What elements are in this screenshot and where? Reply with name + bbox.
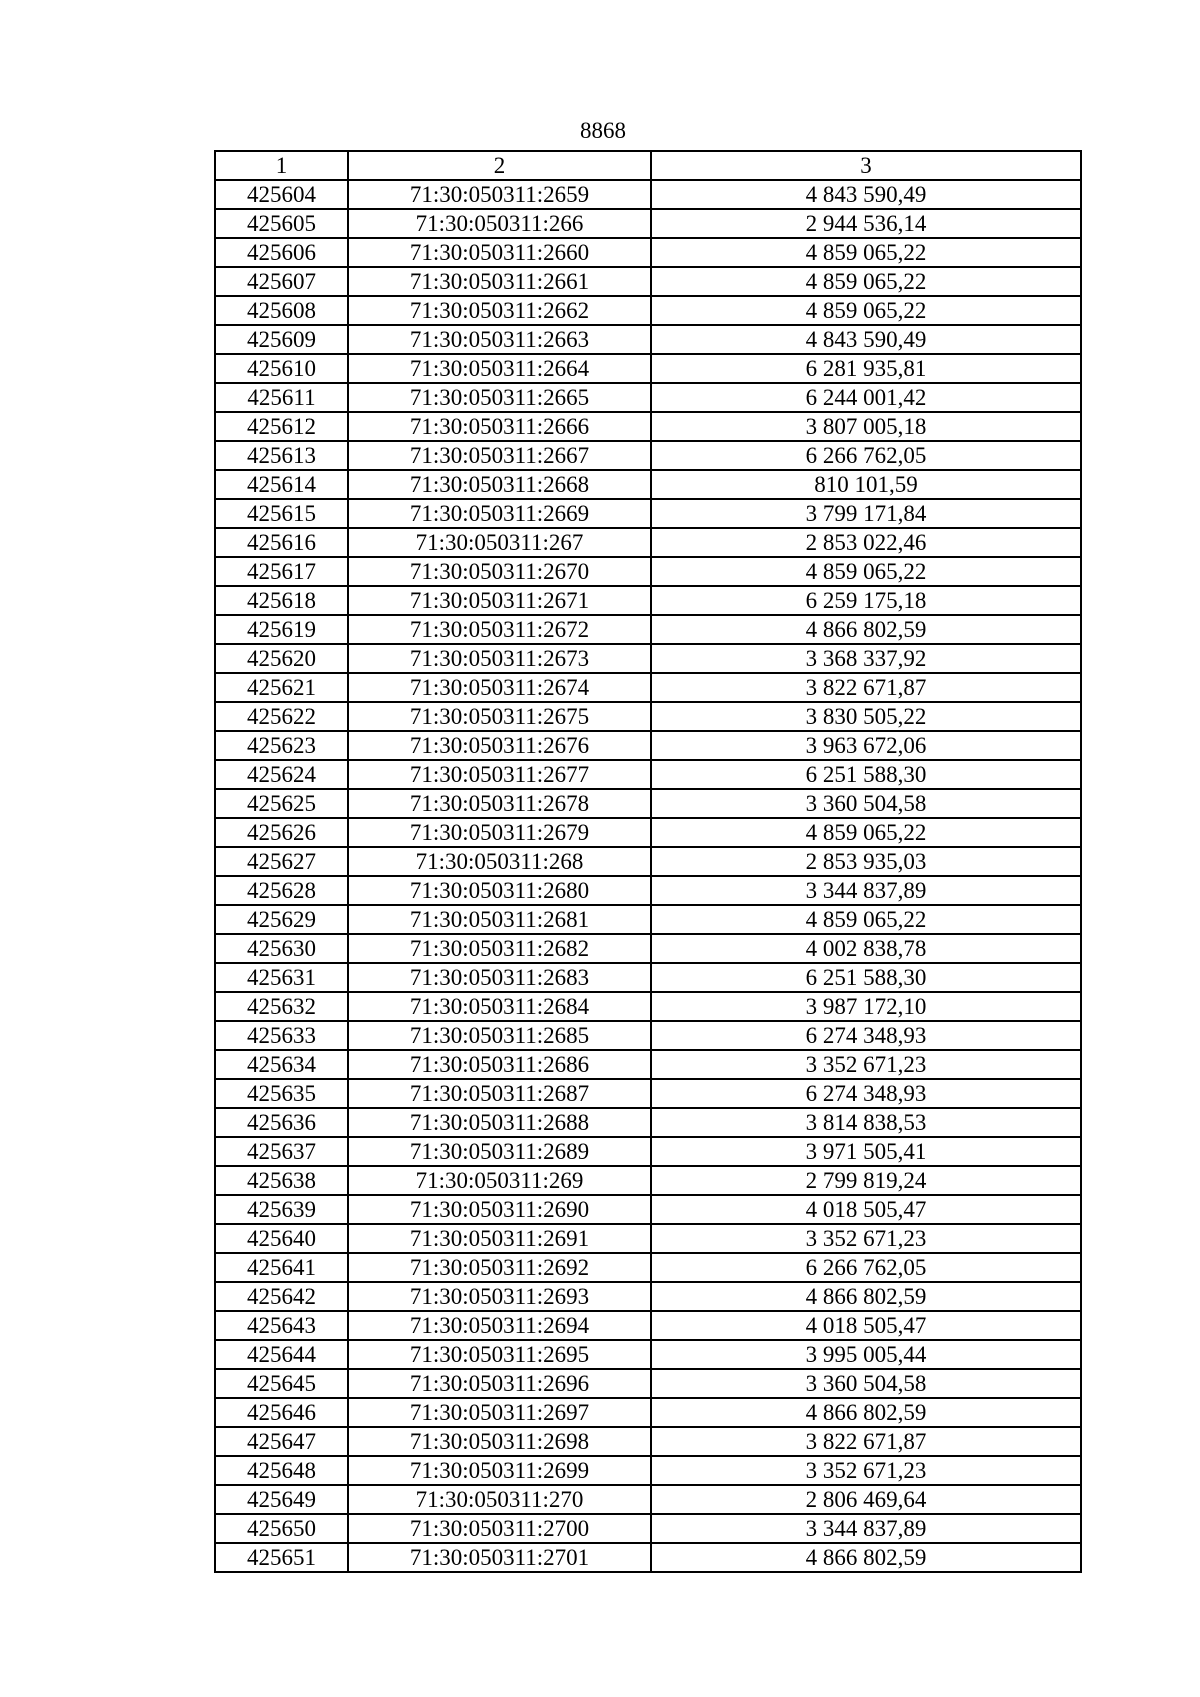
cell-row-number: 425624 bbox=[215, 760, 348, 789]
cell-row-number: 425613 bbox=[215, 441, 348, 470]
cell-cadastral-number: 71:30:050311:2689 bbox=[348, 1137, 651, 1166]
cell-cadastral-value: 3 963 672,06 bbox=[651, 731, 1081, 760]
cell-cadastral-number: 71:30:050311:2661 bbox=[348, 267, 651, 296]
cell-row-number: 425620 bbox=[215, 644, 348, 673]
cell-cadastral-value: 2 853 935,03 bbox=[651, 847, 1081, 876]
cell-cadastral-number: 71:30:050311:2688 bbox=[348, 1108, 651, 1137]
cell-row-number: 425611 bbox=[215, 383, 348, 412]
table-row bbox=[215, 1282, 1081, 1311]
cell-cadastral-number: 71:30:050311:2669 bbox=[348, 499, 651, 528]
header-cell-2: 2 bbox=[348, 151, 651, 180]
table-row bbox=[215, 586, 1081, 615]
cell-cadastral-number: 71:30:050311:2683 bbox=[348, 963, 651, 992]
cell-cadastral-number: 71:30:050311:2694 bbox=[348, 1311, 651, 1340]
cell-cadastral-number: 71:30:050311:267 bbox=[348, 528, 651, 557]
cell-row-number: 425628 bbox=[215, 876, 348, 905]
cell-row-number: 425616 bbox=[215, 528, 348, 557]
cell-cadastral-number: 71:30:050311:2679 bbox=[348, 818, 651, 847]
cell-row-number: 425645 bbox=[215, 1369, 348, 1398]
cell-cadastral-value: 3 814 838,53 bbox=[651, 1108, 1081, 1137]
header-row bbox=[215, 151, 1081, 180]
table-row bbox=[215, 615, 1081, 644]
table-row bbox=[215, 963, 1081, 992]
cell-cadastral-number: 71:30:050311:2699 bbox=[348, 1456, 651, 1485]
cell-cadastral-value: 3 344 837,89 bbox=[651, 1514, 1081, 1543]
table-row bbox=[215, 1050, 1081, 1079]
table-row bbox=[215, 818, 1081, 847]
cell-cadastral-number: 71:30:050311:269 bbox=[348, 1166, 651, 1195]
table-row bbox=[215, 441, 1081, 470]
cell-cadastral-value: 4 843 590,49 bbox=[651, 180, 1081, 209]
cell-cadastral-value: 3 352 671,23 bbox=[651, 1050, 1081, 1079]
cell-cadastral-number: 71:30:050311:2684 bbox=[348, 992, 651, 1021]
cell-cadastral-value: 6 266 762,05 bbox=[651, 441, 1081, 470]
cell-cadastral-number: 71:30:050311:2666 bbox=[348, 412, 651, 441]
cell-row-number: 425649 bbox=[215, 1485, 348, 1514]
cell-row-number: 425642 bbox=[215, 1282, 348, 1311]
cell-row-number: 425630 bbox=[215, 934, 348, 963]
cell-row-number: 425636 bbox=[215, 1108, 348, 1137]
cell-cadastral-number: 71:30:050311:2674 bbox=[348, 673, 651, 702]
cell-cadastral-number: 71:30:050311:2691 bbox=[348, 1224, 651, 1253]
cell-cadastral-value: 3 822 671,87 bbox=[651, 1427, 1081, 1456]
cell-row-number: 425626 bbox=[215, 818, 348, 847]
cell-cadastral-number: 71:30:050311:2671 bbox=[348, 586, 651, 615]
cell-cadastral-value: 3 995 005,44 bbox=[651, 1340, 1081, 1369]
cell-cadastral-number: 71:30:050311:2701 bbox=[348, 1543, 651, 1572]
cell-row-number: 425615 bbox=[215, 499, 348, 528]
cell-cadastral-value: 4 843 590,49 bbox=[651, 325, 1081, 354]
cell-cadastral-value: 3 360 504,58 bbox=[651, 1369, 1081, 1398]
table-row bbox=[215, 702, 1081, 731]
cell-row-number: 425631 bbox=[215, 963, 348, 992]
cell-cadastral-value: 4 018 505,47 bbox=[651, 1311, 1081, 1340]
table-row bbox=[215, 412, 1081, 441]
table-row bbox=[215, 934, 1081, 963]
cell-cadastral-value: 4 859 065,22 bbox=[651, 267, 1081, 296]
cell-cadastral-value: 6 244 001,42 bbox=[651, 383, 1081, 412]
table-row bbox=[215, 673, 1081, 702]
cell-cadastral-value: 4 866 802,59 bbox=[651, 1282, 1081, 1311]
page-number: 8868 bbox=[580, 118, 626, 143]
cell-row-number: 425647 bbox=[215, 1427, 348, 1456]
table-row bbox=[215, 1224, 1081, 1253]
data-table bbox=[214, 150, 1082, 1573]
cell-cadastral-number: 71:30:050311:2692 bbox=[348, 1253, 651, 1282]
cell-cadastral-number: 71:30:050311:2696 bbox=[348, 1369, 651, 1398]
cell-cadastral-value: 6 251 588,30 bbox=[651, 963, 1081, 992]
cell-cadastral-value: 2 806 469,64 bbox=[651, 1485, 1081, 1514]
cell-cadastral-number: 71:30:050311:2663 bbox=[348, 325, 651, 354]
cell-cadastral-number: 71:30:050311:2670 bbox=[348, 557, 651, 586]
table-row bbox=[215, 644, 1081, 673]
cell-row-number: 425618 bbox=[215, 586, 348, 615]
cell-cadastral-number: 71:30:050311:2700 bbox=[348, 1514, 651, 1543]
cell-cadastral-value: 4 859 065,22 bbox=[651, 238, 1081, 267]
cell-row-number: 425651 bbox=[215, 1543, 348, 1572]
cell-row-number: 425644 bbox=[215, 1340, 348, 1369]
cell-row-number: 425634 bbox=[215, 1050, 348, 1079]
cell-cadastral-value: 6 259 175,18 bbox=[651, 586, 1081, 615]
cell-row-number: 425639 bbox=[215, 1195, 348, 1224]
table-row bbox=[215, 1137, 1081, 1166]
header-cell-1: 1 bbox=[215, 151, 348, 180]
table-row bbox=[215, 1427, 1081, 1456]
cell-cadastral-number: 71:30:050311:2697 bbox=[348, 1398, 651, 1427]
cell-row-number: 425622 bbox=[215, 702, 348, 731]
cell-cadastral-number: 71:30:050311:2668 bbox=[348, 470, 651, 499]
cell-row-number: 425619 bbox=[215, 615, 348, 644]
table-row bbox=[215, 1166, 1081, 1195]
cell-cadastral-value: 810 101,59 bbox=[651, 470, 1081, 499]
cell-cadastral-value: 4 018 505,47 bbox=[651, 1195, 1081, 1224]
cell-cadastral-value: 3 352 671,23 bbox=[651, 1456, 1081, 1485]
table-header bbox=[215, 151, 1081, 180]
table-row bbox=[215, 1108, 1081, 1137]
cell-cadastral-value: 3 830 505,22 bbox=[651, 702, 1081, 731]
cell-cadastral-number: 71:30:050311:2664 bbox=[348, 354, 651, 383]
cell-cadastral-number: 71:30:050311:2672 bbox=[348, 615, 651, 644]
cell-cadastral-value: 2 944 536,14 bbox=[651, 209, 1081, 238]
cell-row-number: 425638 bbox=[215, 1166, 348, 1195]
cell-cadastral-number: 71:30:050311:2682 bbox=[348, 934, 651, 963]
cell-row-number: 425614 bbox=[215, 470, 348, 499]
table-row bbox=[215, 1340, 1081, 1369]
cell-cadastral-number: 71:30:050311:2665 bbox=[348, 383, 651, 412]
table-row bbox=[215, 760, 1081, 789]
table-row bbox=[215, 470, 1081, 499]
cell-row-number: 425640 bbox=[215, 1224, 348, 1253]
cell-row-number: 425627 bbox=[215, 847, 348, 876]
table-row bbox=[215, 1195, 1081, 1224]
cell-cadastral-number: 71:30:050311:2685 bbox=[348, 1021, 651, 1050]
cell-cadastral-value: 2 799 819,24 bbox=[651, 1166, 1081, 1195]
cell-cadastral-number: 71:30:050311:2659 bbox=[348, 180, 651, 209]
table-row bbox=[215, 1485, 1081, 1514]
cell-row-number: 425629 bbox=[215, 905, 348, 934]
cell-row-number: 425635 bbox=[215, 1079, 348, 1108]
table-row bbox=[215, 267, 1081, 296]
cell-cadastral-value: 6 274 348,93 bbox=[651, 1079, 1081, 1108]
table-row bbox=[215, 1021, 1081, 1050]
table-row bbox=[215, 1253, 1081, 1282]
cell-cadastral-value: 3 352 671,23 bbox=[651, 1224, 1081, 1253]
cell-row-number: 425632 bbox=[215, 992, 348, 1021]
table-row bbox=[215, 325, 1081, 354]
table-body bbox=[215, 180, 1081, 1572]
cell-cadastral-number: 71:30:050311:2686 bbox=[348, 1050, 651, 1079]
table-row bbox=[215, 731, 1081, 760]
cell-cadastral-number: 71:30:050311:2660 bbox=[348, 238, 651, 267]
table-row bbox=[215, 905, 1081, 934]
cell-row-number: 425609 bbox=[215, 325, 348, 354]
cell-cadastral-value: 6 281 935,81 bbox=[651, 354, 1081, 383]
table-row bbox=[215, 528, 1081, 557]
table-row bbox=[215, 1543, 1081, 1572]
cell-cadastral-value: 6 266 762,05 bbox=[651, 1253, 1081, 1282]
cell-row-number: 425610 bbox=[215, 354, 348, 383]
table-row bbox=[215, 1079, 1081, 1108]
cell-cadastral-value: 3 344 837,89 bbox=[651, 876, 1081, 905]
cell-cadastral-value: 4 866 802,59 bbox=[651, 1543, 1081, 1572]
table-row bbox=[215, 847, 1081, 876]
table-row bbox=[215, 354, 1081, 383]
cell-cadastral-number: 71:30:050311:268 bbox=[348, 847, 651, 876]
header-cell-3: 3 bbox=[651, 151, 1081, 180]
cell-cadastral-number: 71:30:050311:2681 bbox=[348, 905, 651, 934]
table-row bbox=[215, 876, 1081, 905]
cell-cadastral-number: 71:30:050311:266 bbox=[348, 209, 651, 238]
table-row bbox=[215, 992, 1081, 1021]
cell-cadastral-number: 71:30:050311:2687 bbox=[348, 1079, 651, 1108]
cell-cadastral-value: 2 853 022,46 bbox=[651, 528, 1081, 557]
cell-cadastral-number: 71:30:050311:2690 bbox=[348, 1195, 651, 1224]
cell-cadastral-value: 3 799 171,84 bbox=[651, 499, 1081, 528]
cell-cadastral-number: 71:30:050311:2698 bbox=[348, 1427, 651, 1456]
cell-row-number: 425633 bbox=[215, 1021, 348, 1050]
cell-cadastral-number: 71:30:050311:2667 bbox=[348, 441, 651, 470]
cell-row-number: 425623 bbox=[215, 731, 348, 760]
table-row bbox=[215, 1369, 1081, 1398]
cell-cadastral-value: 6 274 348,93 bbox=[651, 1021, 1081, 1050]
cell-row-number: 425621 bbox=[215, 673, 348, 702]
table-row bbox=[215, 383, 1081, 412]
cell-row-number: 425625 bbox=[215, 789, 348, 818]
table-row bbox=[215, 180, 1081, 209]
table-row bbox=[215, 238, 1081, 267]
cell-row-number: 425605 bbox=[215, 209, 348, 238]
cell-row-number: 425607 bbox=[215, 267, 348, 296]
cell-row-number: 425606 bbox=[215, 238, 348, 267]
cell-cadastral-value: 3 822 671,87 bbox=[651, 673, 1081, 702]
cell-cadastral-number: 71:30:050311:2677 bbox=[348, 760, 651, 789]
cell-cadastral-number: 71:30:050311:2675 bbox=[348, 702, 651, 731]
cell-row-number: 425604 bbox=[215, 180, 348, 209]
cell-cadastral-number: 71:30:050311:2673 bbox=[348, 644, 651, 673]
cell-row-number: 425612 bbox=[215, 412, 348, 441]
table-row bbox=[215, 499, 1081, 528]
cell-row-number: 425646 bbox=[215, 1398, 348, 1427]
cell-cadastral-value: 4 859 065,22 bbox=[651, 905, 1081, 934]
table-row bbox=[215, 296, 1081, 325]
cell-cadastral-value: 3 971 505,41 bbox=[651, 1137, 1081, 1166]
cell-cadastral-value: 6 251 588,30 bbox=[651, 760, 1081, 789]
table-row bbox=[215, 557, 1081, 586]
cell-cadastral-value: 4 859 065,22 bbox=[651, 296, 1081, 325]
cell-row-number: 425648 bbox=[215, 1456, 348, 1485]
table-row bbox=[215, 789, 1081, 818]
cell-cadastral-value: 4 859 065,22 bbox=[651, 818, 1081, 847]
cell-cadastral-number: 71:30:050311:2676 bbox=[348, 731, 651, 760]
cell-row-number: 425650 bbox=[215, 1514, 348, 1543]
cell-row-number: 425641 bbox=[215, 1253, 348, 1282]
cell-cadastral-value: 4 859 065,22 bbox=[651, 557, 1081, 586]
cell-cadastral-value: 3 360 504,58 bbox=[651, 789, 1081, 818]
cell-row-number: 425608 bbox=[215, 296, 348, 325]
cell-cadastral-value: 4 866 802,59 bbox=[651, 1398, 1081, 1427]
cell-cadastral-number: 71:30:050311:270 bbox=[348, 1485, 651, 1514]
cell-cadastral-number: 71:30:050311:2695 bbox=[348, 1340, 651, 1369]
cell-cadastral-number: 71:30:050311:2693 bbox=[348, 1282, 651, 1311]
cell-cadastral-value: 3 987 172,10 bbox=[651, 992, 1081, 1021]
cell-cadastral-value: 3 368 337,92 bbox=[651, 644, 1081, 673]
table-row bbox=[215, 1514, 1081, 1543]
cell-cadastral-value: 4 002 838,78 bbox=[651, 934, 1081, 963]
cell-row-number: 425643 bbox=[215, 1311, 348, 1340]
table-row bbox=[215, 1398, 1081, 1427]
cell-row-number: 425617 bbox=[215, 557, 348, 586]
table-row bbox=[215, 1456, 1081, 1485]
cell-row-number: 425637 bbox=[215, 1137, 348, 1166]
cell-cadastral-number: 71:30:050311:2680 bbox=[348, 876, 651, 905]
cell-cadastral-number: 71:30:050311:2662 bbox=[348, 296, 651, 325]
cell-cadastral-value: 3 807 005,18 bbox=[651, 412, 1081, 441]
table-row bbox=[215, 209, 1081, 238]
table-row bbox=[215, 1311, 1081, 1340]
cell-cadastral-number: 71:30:050311:2678 bbox=[348, 789, 651, 818]
cell-cadastral-value: 4 866 802,59 bbox=[651, 615, 1081, 644]
